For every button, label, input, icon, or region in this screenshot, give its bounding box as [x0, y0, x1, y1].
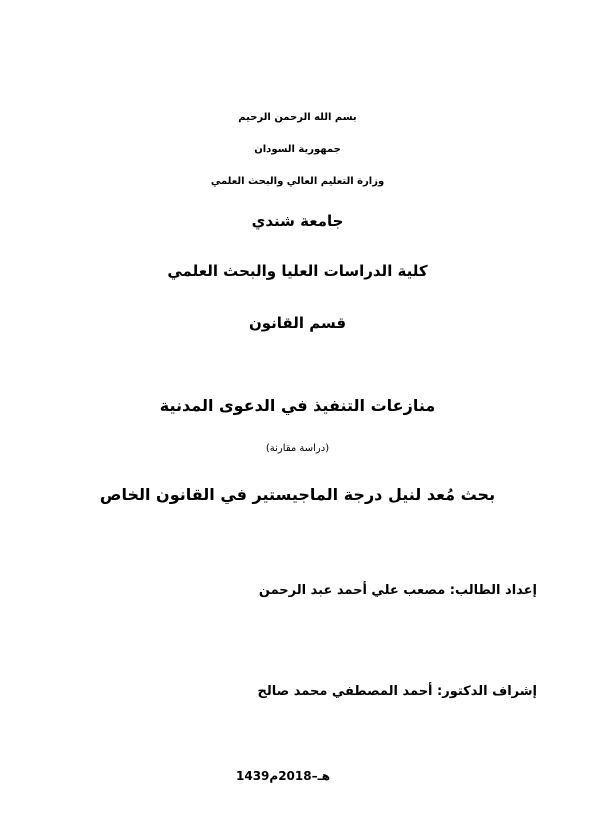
college-name: كلية الدراسات العليا والبحث العلمي [167, 262, 428, 280]
department-name: قسم القانون [248, 314, 347, 332]
supervisor-line: إشراف الدكتور: أحمد المصطفي محمد صالح [257, 684, 537, 699]
thesis-subtitle: (دراسة مقارنة) [265, 443, 330, 454]
ministry-name: وزارة التعليم العالي والبحث العلمي [210, 176, 385, 187]
thesis-title: منازعات التنفيذ في الدعوى المدنية [159, 396, 436, 415]
republic-name: جمهورية السودان [254, 144, 341, 155]
thesis-purpose: بحث مُعد لنيل درجة الماجيستير في القانون الخاص [99, 485, 496, 504]
basmala: بسم الله الرحمن الرحيم [238, 112, 357, 123]
date-line: 1439هـ–2018م [236, 769, 331, 783]
university-name: جامعة شندي [251, 212, 344, 230]
student-line: إعداد الطالب: مصعب علي أحمد عبد الرحمن [258, 583, 537, 598]
